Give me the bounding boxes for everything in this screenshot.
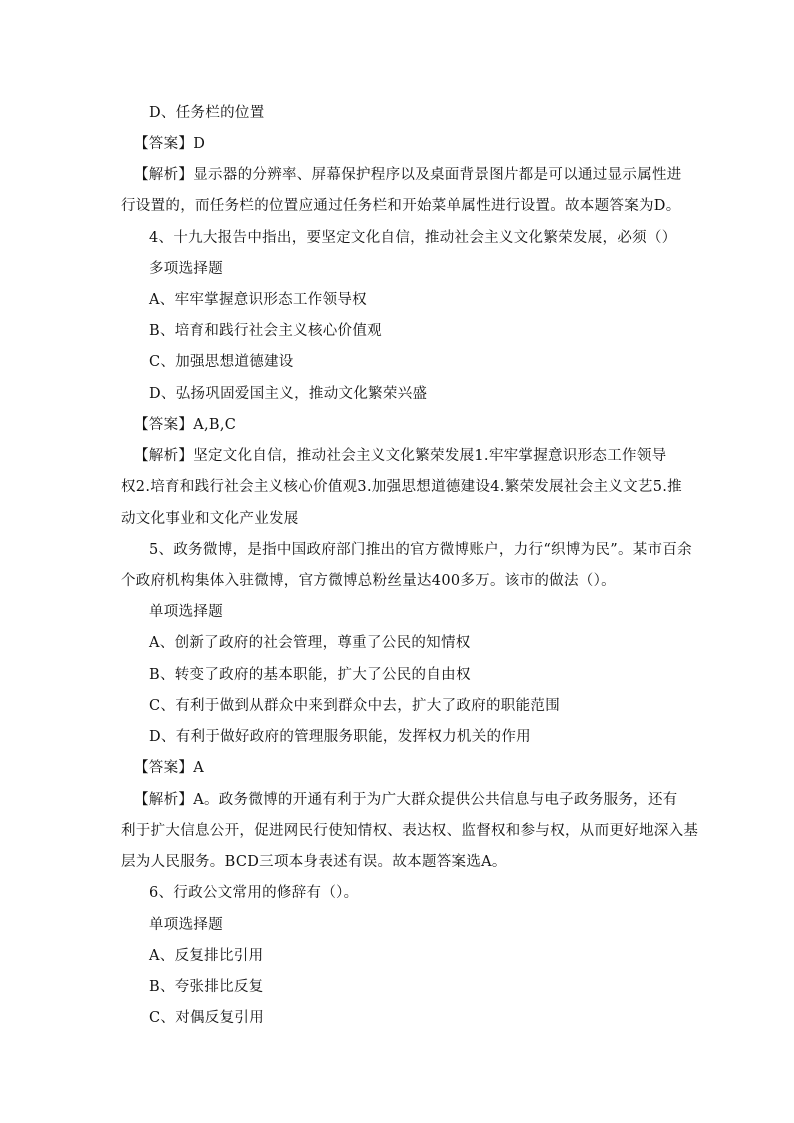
q6-option-a: A、反复排比引用 bbox=[149, 948, 264, 964]
q5-answer: 【答案】A bbox=[134, 760, 204, 776]
q5-option-a: A、创新了政府的社会管理，尊重了公民的知情权 bbox=[149, 635, 471, 651]
q5-option-b: B、转变了政府的基本职能，扩大了公民的自由权 bbox=[149, 667, 471, 683]
q3-answer: 【答案】D bbox=[134, 136, 206, 152]
q4-question: 4、十九大报告中指出，要坚定文化自信，推动社会主义文化繁荣发展，必须（） bbox=[149, 230, 677, 246]
q6-option-c: C、对偶反复引用 bbox=[149, 1010, 264, 1026]
q5-question-line-1: 5、政务微博，是指中国政府部门推出的官方微博账户，力行“织博为民”。某市百余 bbox=[149, 542, 692, 558]
q5-analysis-line-1: 【解析】A。政务微博的开通有利于为广大群众提供公共信息与电子政务服务，还有 bbox=[134, 792, 678, 808]
q6-question: 6、行政公文常用的修辞有（）。 bbox=[149, 885, 359, 901]
q3-option-d: D、任务栏的位置 bbox=[149, 105, 265, 121]
q4-analysis-line-3: 动文化事业和文化产业发展 bbox=[121, 511, 299, 527]
q5-analysis-line-2: 利于扩大信息公开，促进网民行使知情权、表达权、监督权和参与权，从而更好地深入基 bbox=[121, 823, 699, 839]
q3-analysis-line-2: 行设置的，而任务栏的位置应通过任务栏和开始菜单属性进行设置。故本题答案为D。 bbox=[121, 198, 681, 214]
q4-analysis-line-1: 【解析】坚定文化自信，推动社会主义文化繁荣发展1.牢牢掌握意识形态工作领导 bbox=[134, 448, 667, 464]
q5-analysis-line-3: 层为人民服务。BCD三项本身表述有误。故本题答案选A。 bbox=[121, 854, 507, 870]
q4-option-b: B、培育和践行社会主义核心价值观 bbox=[149, 323, 382, 339]
q4-analysis-line-2: 权2.培育和践行社会主义核心价值观3.加强思想道德建设4.繁荣发展社会主义文艺5.推 bbox=[121, 479, 682, 495]
q4-option-d: D、弘扬巩固爱国主义，推动文化繁荣兴盛 bbox=[149, 386, 428, 402]
q4-option-c: C、加强思想道德建设 bbox=[149, 354, 294, 370]
q5-option-d: D、有利于做好政府的管理服务职能，发挥权力机关的作用 bbox=[149, 729, 531, 745]
q4-answer: 【答案】A,B,C bbox=[134, 417, 237, 433]
q6-type: 单项选择题 bbox=[149, 917, 223, 933]
q5-type: 单项选择题 bbox=[149, 604, 223, 620]
q3-analysis-line-1: 【解析】显示器的分辨率、屏幕保护程序以及桌面背景图片都是可以通过显示属性进 bbox=[134, 167, 682, 183]
q5-question-line-2: 个政府机构集体入驻微博，官方微博总粉丝量达400多万。该市的做法（）。 bbox=[121, 573, 616, 589]
q4-option-a: A、牢牢掌握意识形态工作领导权 bbox=[149, 292, 367, 308]
q5-option-c: C、有利于做到从群众中来到群众中去，扩大了政府的职能范围 bbox=[149, 698, 560, 714]
q4-type: 多项选择题 bbox=[149, 261, 223, 277]
q6-option-b: B、夸张排比反复 bbox=[149, 979, 264, 995]
